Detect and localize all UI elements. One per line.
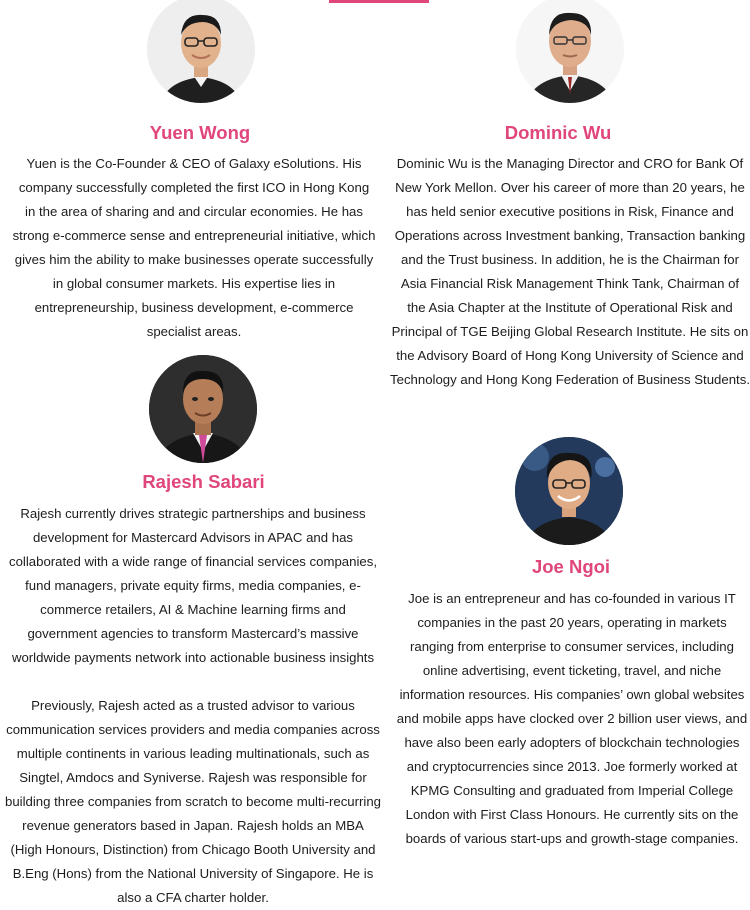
portrait-photo-icon [147, 0, 255, 103]
yuen-wong-name: Yuen Wong [149, 122, 251, 143]
yuen-wong-bio-text: Yuen is the Co-Founder & CEO of Galaxy eSolutions. His company successfully completed the first ICO in Hong Kong in the area of sharing and and circular economies. He has strong e-commerce sense and entrepreneurial initiative, which gives him the ability to make businesses operate successfully in global consumer markets. His expertise lies in entrepreneurship, business development, e-commerce specialist areas. [12, 156, 376, 339]
joe-ngoi-bio [394, 587, 750, 851]
portrait-photo-icon [516, 0, 624, 103]
rajesh-sabari-name: Rajesh Sabari [142, 471, 265, 492]
dominic-wu-name: Dominic Wu [504, 122, 612, 143]
dominic-wu-photo [516, 0, 624, 103]
portrait-photo-icon [149, 355, 257, 463]
rajesh-sabari-bio-paragraph-2: Previously, Rajesh acted as a trusted advisor to various communication services providers and media companies across multiple continents in various leading multinationals, such as Singtel, Amdocs and Syniverse. Rajesh was responsible for building three companies from scratch to become multi-recurring revenue generators based in Japan. Rajesh holds an MBA (High Honours, Distinction) from Chicago Booth University and B.Eng (Hons) from the National University of Singapore. He is also a CFA charter holder. [5, 698, 382, 905]
portrait-photo-icon [515, 437, 623, 545]
joe-ngoi-bio-text: Joe is an entrepreneur and has co-founded in various IT companies in the past 20 years, operating in markets ranging from enterprise to consumer services, including online advertising, event ticketing, travel, and niche information resources. His companies’ own global websites and mobile apps have clocked over 2 billion user views, and have also been early adopters of blockchain technologies and cryptocurrencies since 2013. Joe formerly worked at KPMG Consulting and graduated from Imperial College London with First Class Honours. He currently sits on the boards of various start-ups and growth-stage companies. [396, 591, 748, 846]
rajesh-sabari-bio [5, 502, 381, 910]
section-accent-bar [329, 0, 429, 3]
rajesh-sabari-photo [149, 355, 257, 463]
joe-ngoi-name: Joe Ngoi [531, 556, 611, 577]
yuen-wong-bio [12, 152, 376, 344]
dominic-wu-bio [390, 152, 750, 392]
rajesh-sabari-bio-paragraph-1: Rajesh currently drives strategic partnerships and business development for Mastercard Advisors in APAC and has collaborated with a wide range of financial services companies, fund managers, private equity firms, media companies, e-commerce retailers, AI & Machine learning firms and government agencies to transform Mastercard’s massive worldwide payments network into actionable business insights [9, 506, 377, 665]
dominic-wu-bio-text: Dominic Wu is the Managing Director and CRO for Bank Of New York Mellon. Over his career of more than 20 years, he has held senior executive positions in Risk, Finance and Operations across Investment banking, Transaction banking and the Trust business. In addition, he is the Chairman for Asia Financial Risk Management Think Tank, Chairman of the Asia Chapter at the Institute of Operational Risk and Principal of TGE Beijing Global Research Institute. He sits on the Advisory Board of Hong Kong University of Science and Technology and Hong Kong Federation of Business Students. [390, 156, 750, 387]
joe-ngoi-photo [515, 437, 623, 545]
yuen-wong-photo [147, 0, 255, 103]
